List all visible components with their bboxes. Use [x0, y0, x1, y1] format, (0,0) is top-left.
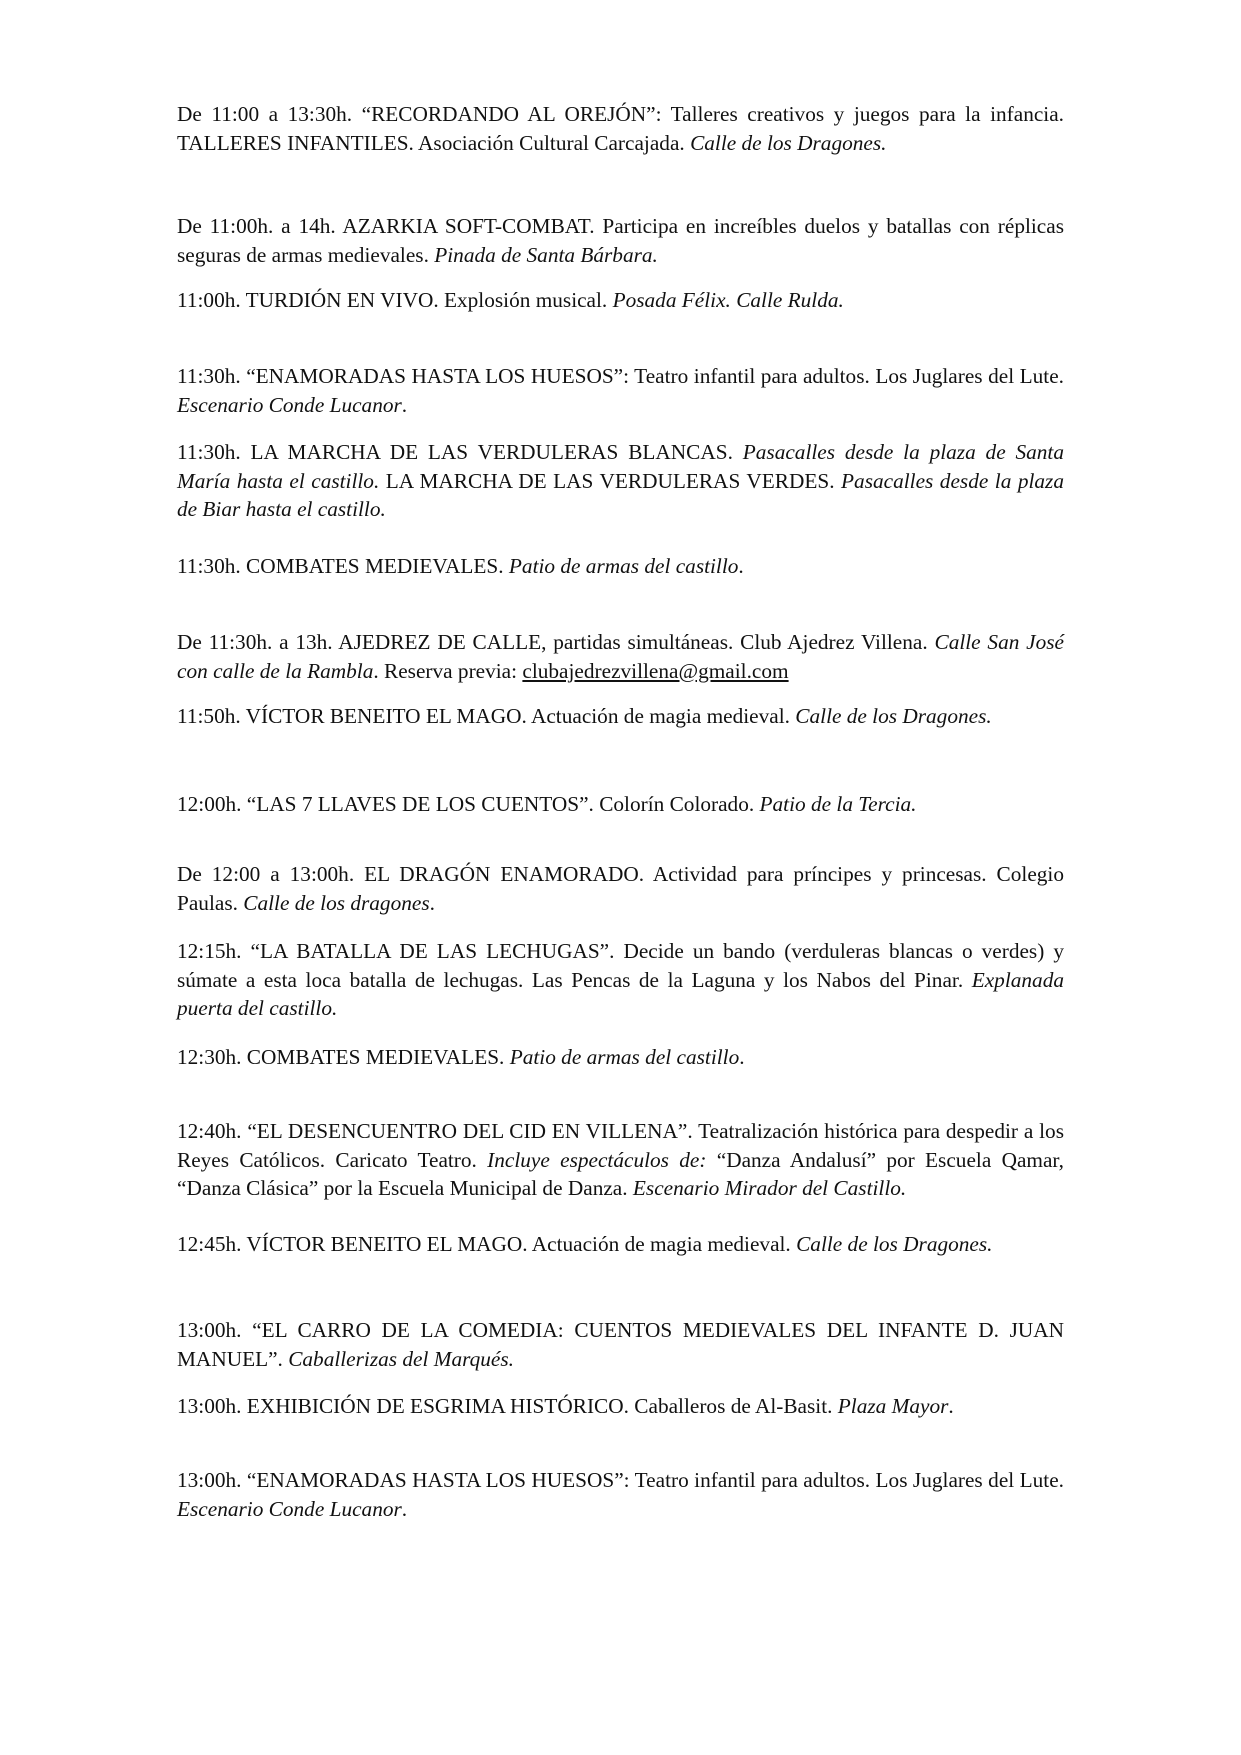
event-entry — [177, 286, 1064, 315]
event-entry — [177, 1466, 1064, 1523]
event-text: . — [401, 392, 408, 417]
event-entry — [177, 1392, 1064, 1421]
event-text: . — [738, 554, 744, 578]
event-location: Pasacalles desde la plaza de Biar hasta el castillo. — [177, 468, 1064, 521]
event-entry — [177, 702, 1064, 731]
event-entry — [177, 860, 1064, 917]
event-entry — [177, 100, 1064, 157]
event-text: 11:30h. COMBATES MEDIEVALES. — [177, 554, 509, 578]
event-text: De 11:30h. a 13h. AJEDREZ DE CALLE, partidas simultáneas. Club Ajedrez Villena. — [177, 630, 935, 654]
event-text: 12:30h. COMBATES MEDIEVALES. — [177, 1045, 510, 1069]
event-text: 12:40h. “EL DESENCUENTRO DEL CID EN VILLENA”. Teatralización histórica para despedir a los Reyes Católicos. Caricato Teatro. — [177, 1119, 1064, 1172]
event-entry — [177, 628, 1064, 685]
event-text: 11:00h. TURDIÓN EN VIVO. Explosión musical. — [177, 288, 613, 312]
event-entry — [177, 1230, 1064, 1259]
event-text: . — [401, 1496, 408, 1521]
event-location: Patio de la Tercia. — [759, 792, 917, 816]
event-location: Patio de armas del castillo — [508, 554, 739, 578]
event-location: Escenario Mirador del Castillo. — [632, 1176, 907, 1200]
event-location: Incluye espectáculos de: — [487, 1147, 717, 1172]
event-text: LA MARCHA DE LAS VERDULERAS VERDES. — [379, 468, 842, 493]
event-entry — [177, 1316, 1064, 1373]
event-location: Explanada puerta del castillo. — [177, 967, 1064, 1020]
event-text: . — [948, 1394, 954, 1418]
event-location: Posada Félix. Calle Rulda. — [612, 288, 844, 312]
event-entry — [177, 212, 1064, 269]
event-location: Calle de los Dragones. — [796, 1232, 993, 1256]
event-text: . Reserva previa: — [373, 658, 523, 683]
event-location: Caballerizas del Marqués. — [288, 1346, 514, 1371]
event-location: Pinada de Santa Bárbara. — [434, 242, 658, 267]
event-location: Calle de los dragones — [243, 890, 430, 915]
event-text: 12:00h. “LAS 7 LLAVES DE LOS CUENTOS”. Colorín Colorado. — [177, 792, 760, 816]
event-text: 11:30h. LA MARCHA DE LAS VERDULERAS BLANCAS. — [177, 440, 743, 464]
event-entry — [177, 362, 1064, 419]
event-entry — [177, 438, 1064, 524]
event-text: 13:00h. EXHIBICIÓN DE ESGRIMA HISTÓRICO. Caballeros de Al-Basit. — [177, 1394, 838, 1418]
event-text: “Danza Andalusí” por Escuela Qamar, “Danza Clásica” por la Escuela Municipal de Danza. — [177, 1147, 1064, 1200]
event-text: . — [739, 1045, 745, 1069]
event-entry — [177, 937, 1064, 1023]
event-text: 13:00h. “ENAMORADAS HASTA LOS HUESOS”: Teatro infantil para adultos. Los Juglares del Lute. — [177, 1468, 1064, 1492]
event-location: Calle de los Dragones. — [690, 130, 887, 155]
event-location: Pasacalles desde la plaza de Santa María hasta el castillo. — [177, 440, 1064, 493]
event-location: Escenario Conde Lucanor — [177, 1496, 402, 1521]
event-text: 11:30h. “ENAMORADAS HASTA LOS HUESOS”: Teatro infantil para adultos. Los Juglares del Lute. — [177, 364, 1064, 388]
event-text: 11:50h. VÍCTOR BENEITO EL MAGO. Actuación de magia medieval. — [177, 704, 796, 728]
event-location: Calle San José con calle de la Rambla — [177, 630, 1064, 683]
event-entry — [177, 552, 1064, 581]
event-entry — [177, 790, 1064, 819]
event-location: Calle de los Dragones. — [795, 704, 992, 728]
event-location: Plaza Mayor — [837, 1394, 949, 1418]
event-text: 12:15h. “LA BATALLA DE LAS LECHUGAS”. Decide un bando (verduleras blancas o verdes) y súmate a esta loca batalla de lechugas. Las Pencas de la Laguna y los Nabos del Pinar. — [177, 939, 1064, 992]
event-location: Patio de armas del castillo — [509, 1045, 740, 1069]
event-text: De 12:00 a 13:00h. EL DRAGÓN ENAMORADO. Actividad para príncipes y princesas. Colegio Paulas. — [177, 862, 1064, 915]
event-location: Escenario Conde Lucanor — [177, 392, 402, 417]
event-text: 13:00h. “EL CARRO DE LA COMEDIA: CUENTOS MEDIEVALES DEL INFANTE D. JUAN MANUEL”. — [177, 1318, 1064, 1371]
email-link[interactable]: clubajedrezvillena@gmail.com — [522, 658, 789, 683]
event-text: . — [429, 890, 435, 915]
event-text: De 11:00 a 13:30h. “RECORDANDO AL OREJÓN”: Talleres creativos y juegos para la infancia. TALLERES INFANTILES. Asociación Cultural Carcajada. — [177, 102, 1064, 155]
event-text: 12:45h. VÍCTOR BENEITO EL MAGO. Actuación de magia medieval. — [177, 1232, 797, 1256]
event-text: De 11:00h. a 14h. AZARKIA SOFT-COMBAT. Participa en increíbles duelos y batallas con réplicas seguras de armas medievales. — [177, 214, 1064, 267]
event-entry — [177, 1043, 1064, 1072]
event-entry — [177, 1117, 1064, 1203]
